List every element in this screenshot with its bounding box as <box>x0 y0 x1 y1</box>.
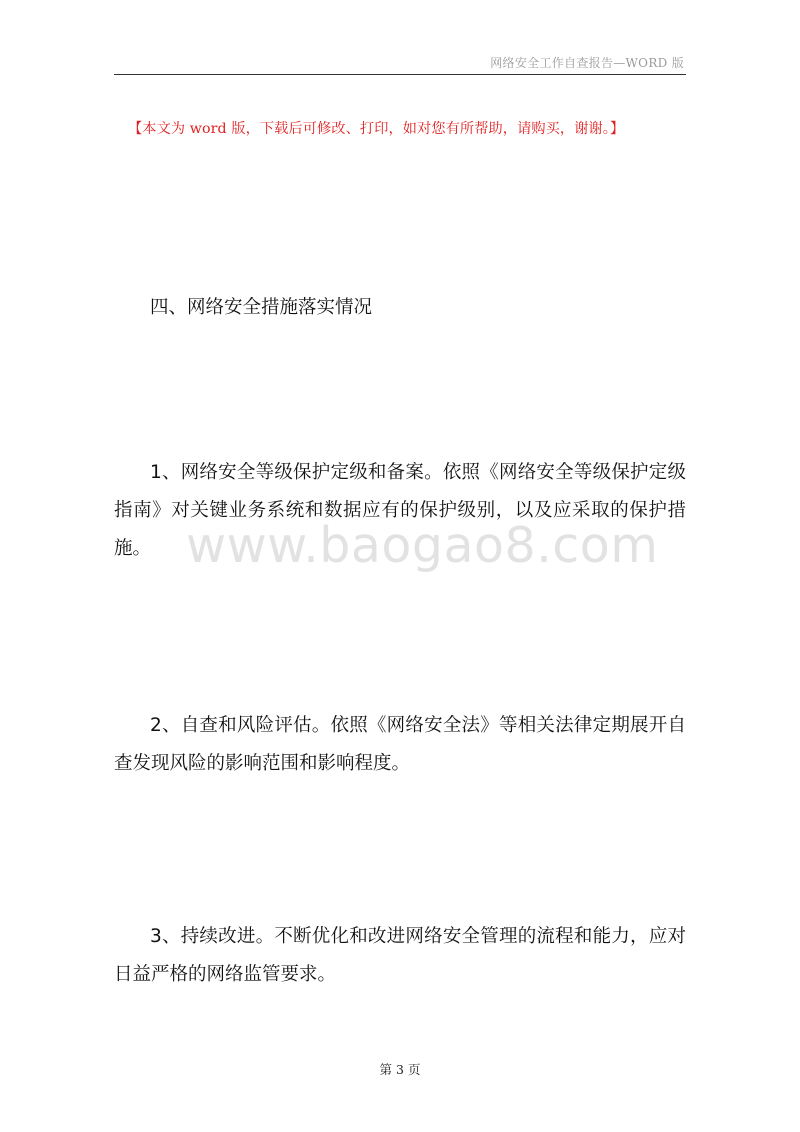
paragraph-3: 3、持续改进。不断优化和改进网络安全管理的流程和能力，应对日益严格的网络监管要求。 <box>114 926 686 985</box>
section-heading: 四、网络安全措施落实情况 <box>150 297 373 318</box>
site-watermark: www.baogao8.com <box>186 517 659 574</box>
running-header: 网络安全工作自查报告—WORD 版 <box>490 56 684 70</box>
header-divider <box>114 74 686 75</box>
paragraph-2: 2、自查和风险评估。依照《网络安全法》等相关法律定期展开自查发现风险的影响范围和影响程度。 <box>114 715 686 774</box>
page-number: 第 3 页 <box>379 1062 421 1077</box>
paragraph-1: 1、网络安全等级保护定级和备案。依照《网络安全等级保护定级指南》对关键业务系统和数据应有的保护级别，以及应采取的保护措施。 <box>114 462 686 559</box>
download-notice: 【本文为 word 版，下载后可修改、打印，如对您有所帮助，请购买，谢谢。】 <box>128 121 625 137</box>
